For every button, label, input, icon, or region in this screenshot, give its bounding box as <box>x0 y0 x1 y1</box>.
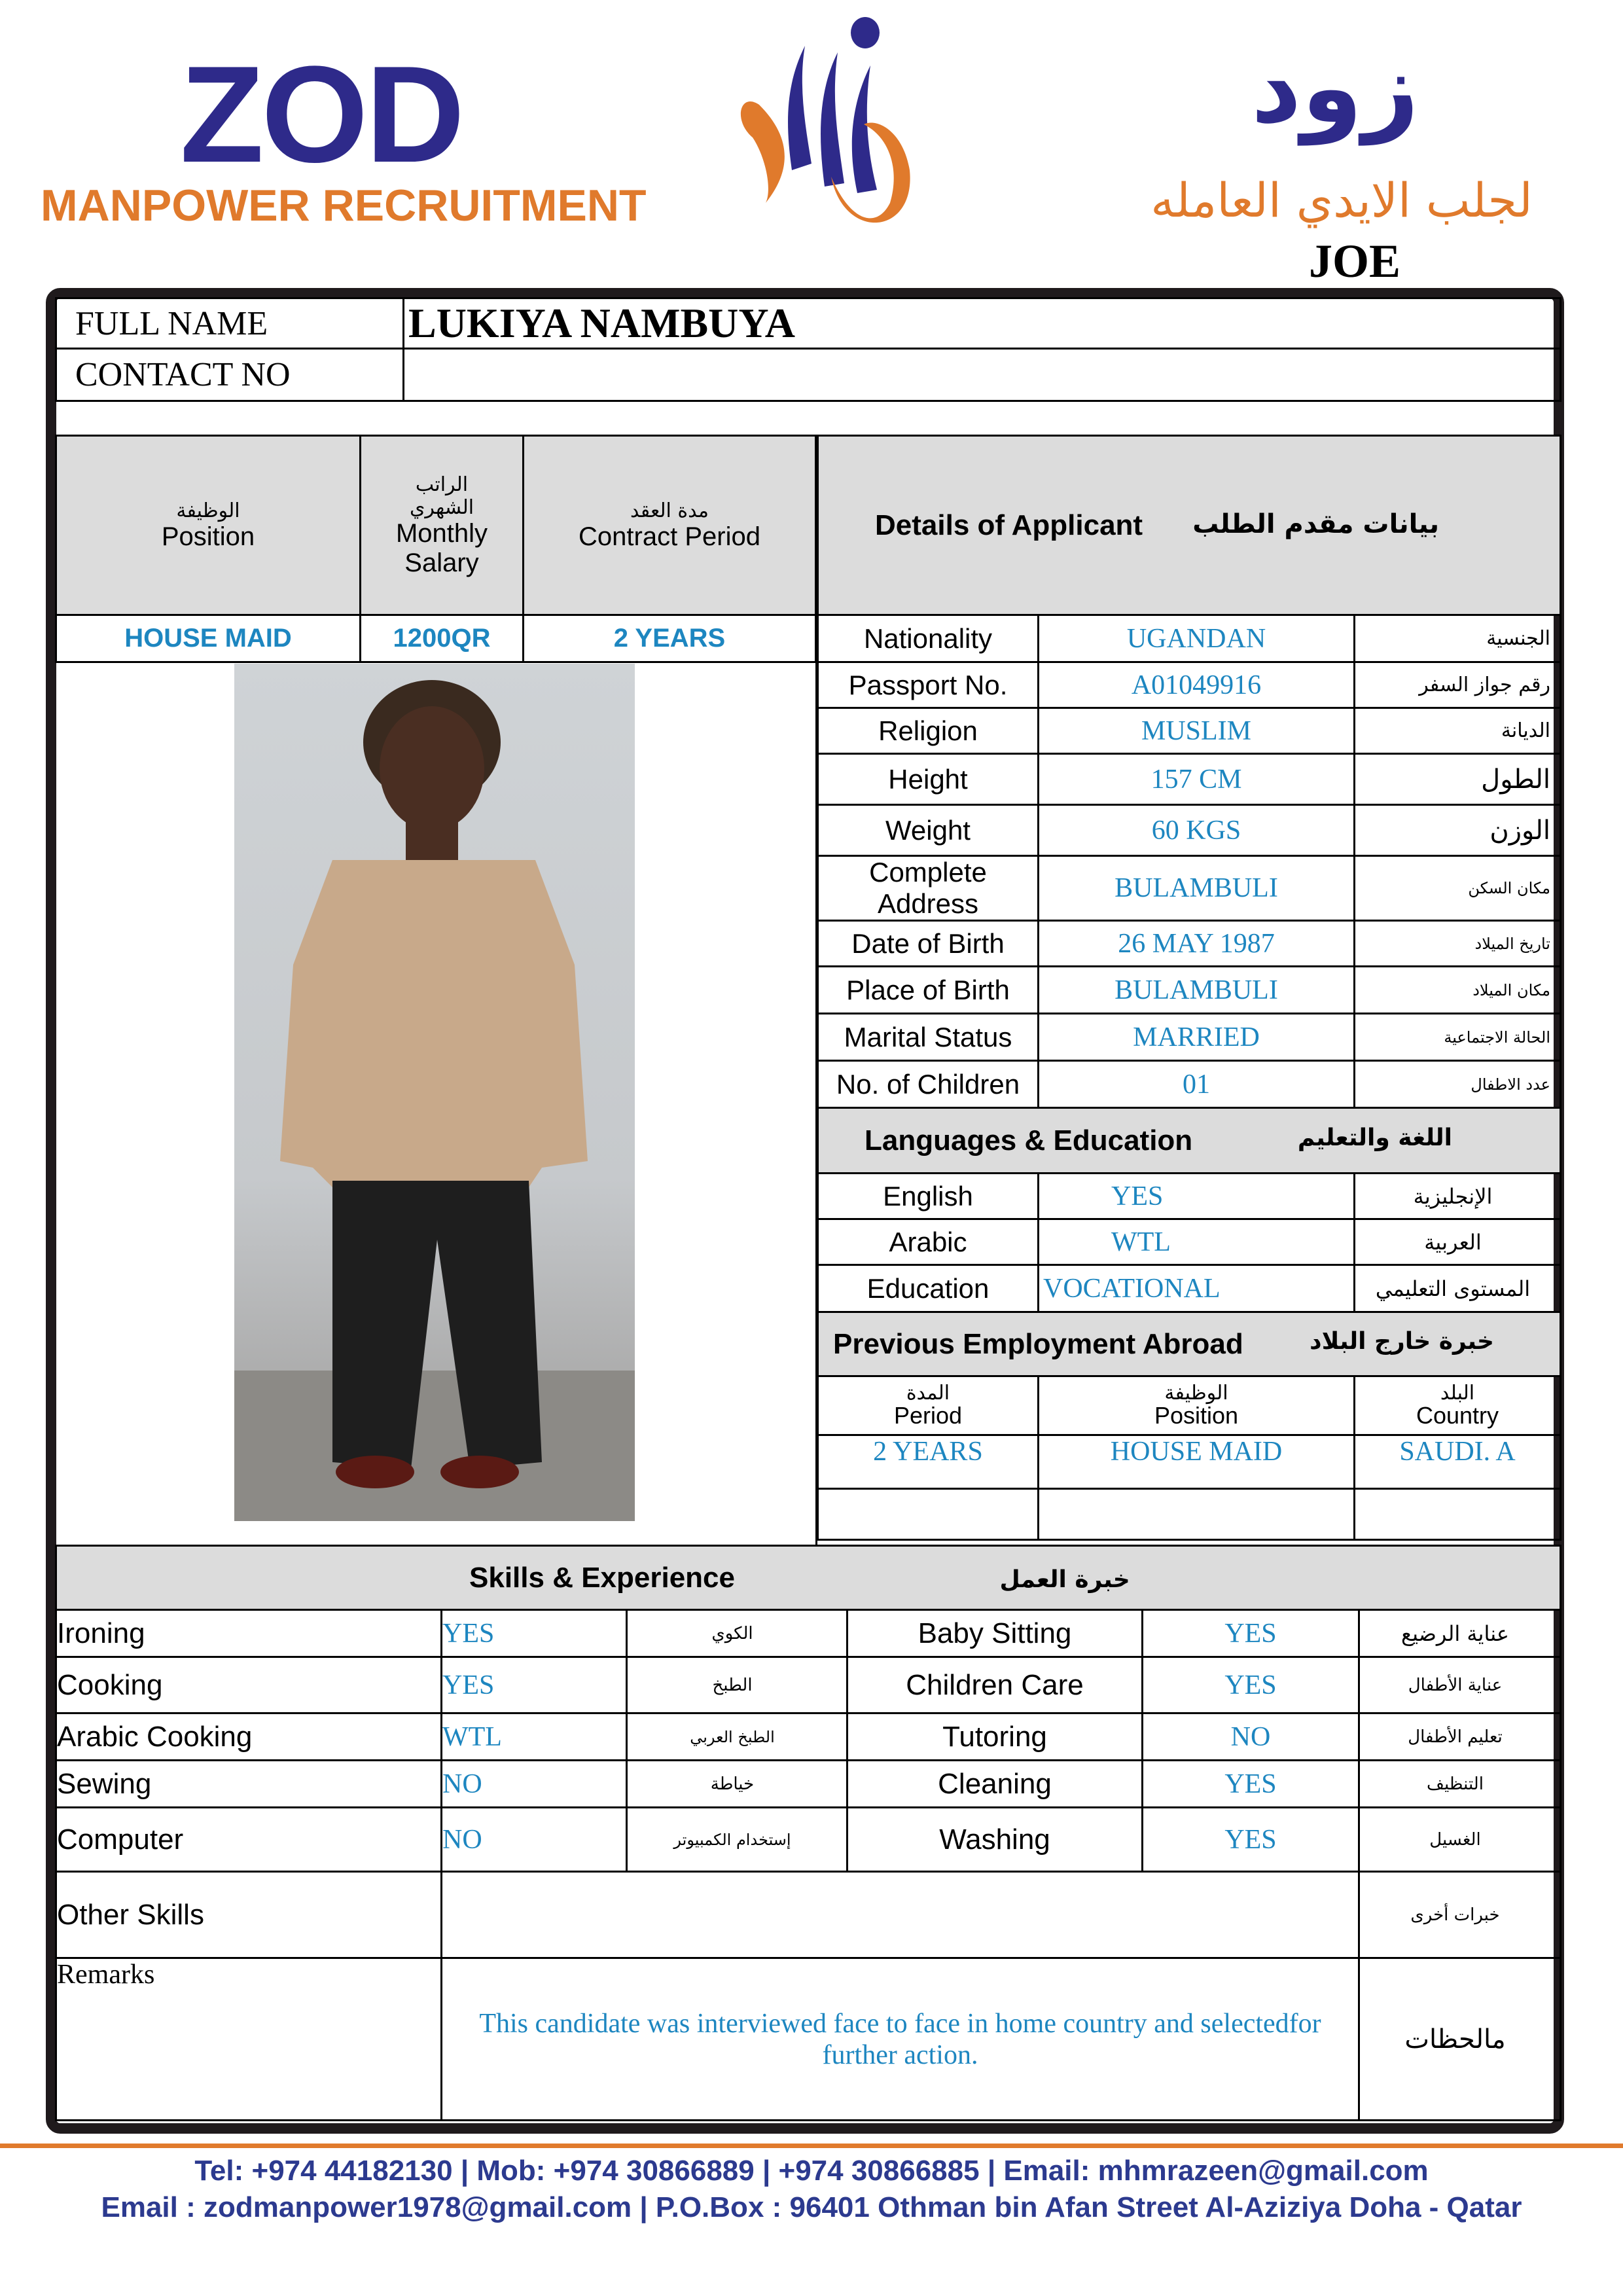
nationality-ar: الجنسية <box>1355 615 1561 662</box>
contact-value <box>404 349 1561 401</box>
english-value: YES <box>1039 1174 1355 1219</box>
dob-value: 26 MAY 1987 <box>1039 921 1355 967</box>
address-ar: مكان السكن <box>1355 856 1561 921</box>
religion-value: MUSLIM <box>1039 708 1355 754</box>
agent-code: JOE <box>1309 235 1401 287</box>
contract-header: مدة العقد Contract Period <box>524 436 816 615</box>
arabic-value: WTL <box>1039 1219 1355 1265</box>
emp-position-value: HOUSE MAID <box>1039 1435 1355 1489</box>
height-ar: الطول <box>1355 754 1561 805</box>
contract-value: 2 YEARS <box>524 615 816 662</box>
other-skills-label: Other Skills <box>56 1872 442 1958</box>
skill-babysitting-label: Baby Sitting <box>847 1610 1143 1657</box>
skill-babysitting-value: YES <box>1143 1610 1359 1657</box>
marital-label: Marital Status <box>818 1014 1039 1061</box>
skill-cooking-value: YES <box>442 1657 627 1713</box>
skill-ironing-ar: الكوي <box>627 1610 847 1657</box>
emp-country-value: SAUDI. A <box>1355 1435 1561 1489</box>
skill-tutoring-label: Tutoring <box>847 1713 1143 1761</box>
skill-computer-ar: إستخدام الكمبيوتر <box>627 1808 847 1872</box>
salary-value: 1200QR <box>361 615 524 662</box>
skill-ironing-value: YES <box>442 1610 627 1657</box>
skill-cooking-ar: الطبخ <box>627 1657 847 1713</box>
skill-childcare-value: YES <box>1143 1657 1359 1713</box>
dob-ar: تاريخ الميلاد <box>1355 921 1561 967</box>
emp-empty-cell <box>1355 1489 1561 1540</box>
skill-washing-value: YES <box>1143 1808 1359 1872</box>
skill-childcare-ar: عناية الأطفال <box>1359 1657 1561 1713</box>
skill-sewing-label: Sewing <box>56 1761 442 1808</box>
dob-label: Date of Birth <box>818 921 1039 967</box>
salary-header: الراتب الشهري Monthly Salary <box>361 436 524 615</box>
emp-period-header: المدة Period <box>818 1376 1039 1435</box>
remarks-text: This candidate was interviewed face to face in home country and selectedfor further action. <box>442 1958 1359 2121</box>
skill-ironing-label: Ironing <box>56 1610 442 1657</box>
emp-period-value: 2 YEARS <box>818 1435 1039 1489</box>
children-ar: عدد الاطفال <box>1355 1061 1561 1108</box>
pob-ar: مكان الميلاد <box>1355 967 1561 1014</box>
skill-cleaning-value: YES <box>1143 1761 1359 1808</box>
languages-header: Languages & Education اللغة والتعليم <box>818 1108 1561 1174</box>
position-header: الوظيفة Position <box>56 436 361 615</box>
brand-tagline: MANPOWER RECRUITMENT <box>41 181 647 230</box>
children-label: No. of Children <box>818 1061 1039 1108</box>
brand-logo-text: ZOD <box>180 37 463 191</box>
full-name-value: LUKIYA NAMBUYA <box>404 298 1561 349</box>
job-table <box>55 435 817 663</box>
skill-sewing-ar: خياطة <box>627 1761 847 1808</box>
other-skills-value <box>442 1872 1359 1958</box>
emp-empty-cell <box>818 1489 1039 1540</box>
address-label: Complete Address <box>818 856 1039 921</box>
skill-washing-label: Washing <box>847 1808 1143 1872</box>
remarks-ar: مالحظات <box>1359 1958 1561 2121</box>
skill-cooking-label: Cooking <box>56 1657 442 1713</box>
height-value: 157 CM <box>1039 754 1355 805</box>
skill-arabic-cooking-ar: الطبخ العربي <box>627 1713 847 1761</box>
skills-table <box>55 1545 1561 2121</box>
arabic-ar: العربية <box>1355 1219 1561 1265</box>
marital-value: MARRIED <box>1039 1014 1355 1061</box>
passport-ar: رقم جواز السفر <box>1355 662 1561 708</box>
nationality-value: UGANDAN <box>1039 615 1355 662</box>
education-label: Education <box>818 1265 1039 1312</box>
applicant-photo <box>234 664 635 1521</box>
children-value: 01 <box>1039 1061 1355 1108</box>
passport-value: A01049916 <box>1039 662 1355 708</box>
skills-header: Skills & Experience خبرة العمل <box>56 1546 1561 1610</box>
skill-sewing-value: NO <box>442 1761 627 1808</box>
skill-computer-label: Computer <box>56 1808 442 1872</box>
passport-label: Passport No. <box>818 662 1039 708</box>
religion-label: Religion <box>818 708 1039 754</box>
religion-ar: الديانة <box>1355 708 1561 754</box>
emp-position-header: الوظيفة Position <box>1039 1376 1355 1435</box>
zod-emblem-icon <box>713 7 936 262</box>
skill-cleaning-ar: التنظيف <box>1359 1761 1561 1808</box>
weight-value: 60 KGS <box>1039 805 1355 856</box>
arabic-brand: زود <box>1251 31 1419 145</box>
english-ar: الإنجليزية <box>1355 1174 1561 1219</box>
footer-contact-line: Tel: +974 44182130 | Mob: +974 30866889 | +974 30866885 | Email: mhmrazeen@gmail.com <box>194 2155 1429 2187</box>
arabic-tagline: لجلب الايدي العامله <box>1150 173 1533 228</box>
skill-arabic-cooking-label: Arabic Cooking <box>56 1713 442 1761</box>
identity-table <box>55 297 1561 402</box>
marital-ar: الحالة الاجتماعية <box>1355 1014 1561 1061</box>
education-ar: المستوى التعليمي <box>1355 1265 1561 1312</box>
pob-value: BULAMBULI <box>1039 967 1355 1014</box>
skill-childcare-label: Children Care <box>847 1657 1143 1713</box>
skill-arabic-cooking-value: WTL <box>442 1713 627 1761</box>
nationality-label: Nationality <box>818 615 1039 662</box>
skill-washing-ar: الغسيل <box>1359 1808 1561 1872</box>
employment-header: Previous Employment Abroad خبرة خارج البلاد <box>818 1312 1561 1376</box>
height-label: Height <box>818 754 1039 805</box>
emp-country-header: البلد Country <box>1355 1376 1561 1435</box>
skill-tutoring-value: NO <box>1143 1713 1359 1761</box>
full-name-label: FULL NAME <box>56 298 404 349</box>
position-value: HOUSE MAID <box>56 615 361 662</box>
weight-label: Weight <box>818 805 1039 856</box>
skill-babysitting-ar: عناية الرضيع <box>1359 1610 1561 1657</box>
emp-empty-cell <box>1039 1489 1355 1540</box>
applicant-table <box>817 435 1561 1541</box>
weight-ar: الوزن <box>1355 805 1561 856</box>
pob-label: Place of Birth <box>818 967 1039 1014</box>
skill-cleaning-label: Cleaning <box>847 1761 1143 1808</box>
contact-label: CONTACT NO <box>56 349 404 401</box>
remarks-label: Remarks <box>56 1958 442 2121</box>
applicant-details-header: Details of Applicant بيانات مقدم الطلب <box>818 436 1561 615</box>
english-label: English <box>818 1174 1039 1219</box>
arabic-label: Arabic <box>818 1219 1039 1265</box>
other-skills-ar: خبرات أخرى <box>1359 1872 1561 1958</box>
footer-divider <box>0 2144 1623 2148</box>
skill-tutoring-ar: تعليم الأطفال <box>1359 1713 1561 1761</box>
column-divider <box>815 661 817 1545</box>
education-value: VOCATIONAL <box>1039 1265 1355 1312</box>
footer-address-line: Email : zodmanpower1978@gmail.com | P.O.Box : 96401 Othman bin Afan Street Al-Aziziya Doha - Qatar <box>101 2191 1522 2223</box>
address-value: BULAMBULI <box>1039 856 1355 921</box>
skill-computer-value: NO <box>442 1808 627 1872</box>
